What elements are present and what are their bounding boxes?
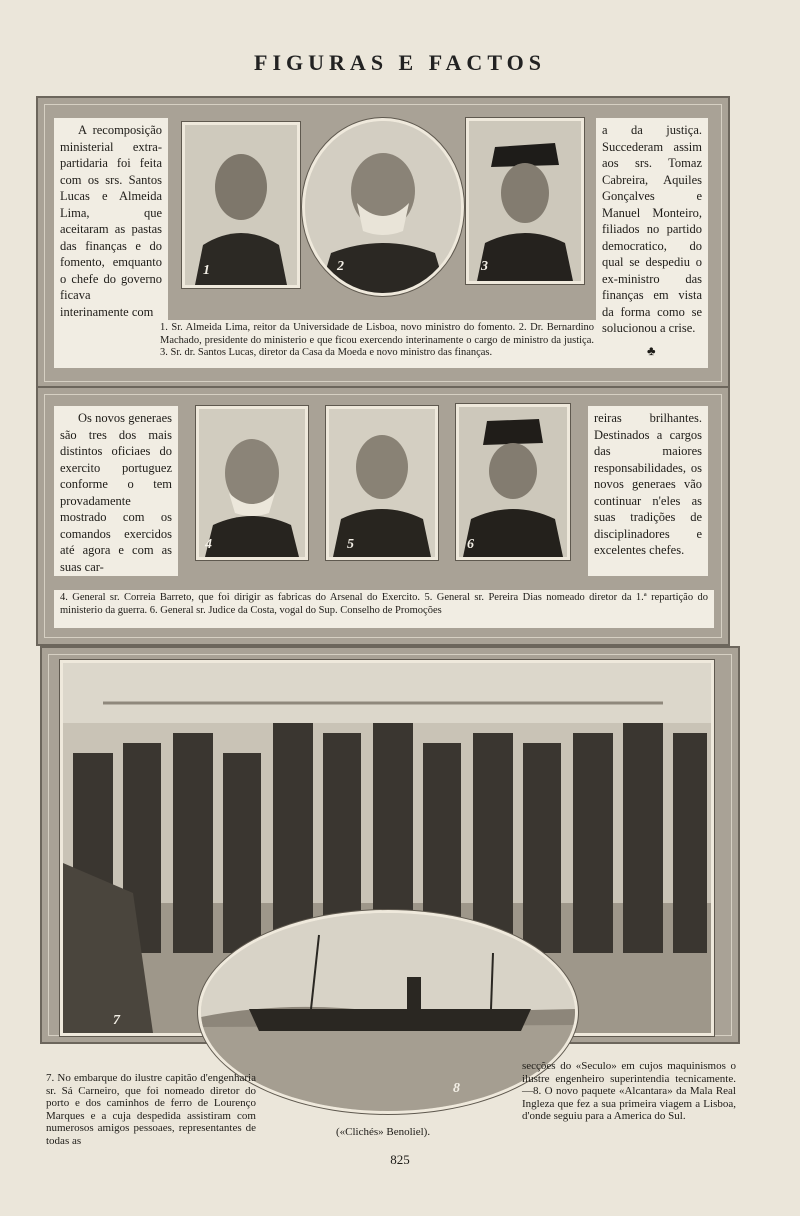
photo-1-almeida-lima bbox=[182, 122, 300, 288]
ministers-right-paragraph: a da justiça. Succederam assim aos srs. Tomaz Cabreira, Aquiles Gonçalves e Manuel Monteiro, filiados no partido democratico, do qual se despediu o ex-ministro das finanças em vista da forma como se solucionou a crise. bbox=[602, 123, 702, 335]
portrait-image bbox=[305, 121, 461, 293]
page-number: 825 bbox=[390, 1152, 410, 1167]
photo-number: 2 bbox=[337, 259, 344, 274]
embarkation-left-caption bbox=[46, 1072, 256, 1147]
photo-credit: («Clichés» Benoliel). bbox=[336, 1126, 431, 1138]
embarkation-right-caption-text: secções do «Seculo» em cujos maquinismos o ilustre engenheiro superintendia tecnicamente.—8. O novo paquete «Alcantara» da Mala Real Ingleza que fez a sua primeira viagem a Lisboa, d'onde seguiu para a America do Sul. bbox=[522, 1060, 736, 1122]
portrait-image bbox=[469, 121, 581, 281]
photo-4-correia-barreto bbox=[196, 406, 308, 560]
photo-number: 8 bbox=[453, 1081, 460, 1096]
generals-caption-text: 4. General sr. Correia Barreto, que foi dirigir as fabricas do Arsenal do Exercito. 5. General sr. Pereira Dias nomeado diretor da 1.ª repartição do ministerio da guerra. 6. General sr. Judice da Costa, vogal do Sup. Conselho de Promoções bbox=[60, 592, 708, 616]
photo-number: 1 bbox=[203, 263, 210, 278]
embarkation-left-caption-text: 7. No embarque do ilustre capitão d'engenharia sr. Sá Carneiro, que foi nomeado diretor do porto e dos caminhos de ferro de Lourenço Marques e a cuja despedida assistiram com numerosos amigos pessoaes, representantes de todas as bbox=[46, 1072, 256, 1147]
photo-number: 6 bbox=[467, 537, 474, 552]
photo-number: 3 bbox=[481, 259, 488, 274]
photo-6-judice-da-costa bbox=[456, 404, 570, 560]
club-ornament: ♣ bbox=[647, 343, 656, 358]
page-title: FIGURAS E FACTOS bbox=[254, 50, 546, 75]
photo-number: 4 bbox=[205, 537, 212, 552]
portrait-image bbox=[185, 125, 297, 285]
photo-number: 7 bbox=[113, 1013, 120, 1028]
embarkation-right-caption bbox=[522, 1060, 736, 1123]
photo-3-santos-lucas bbox=[466, 118, 584, 284]
generals-left-text bbox=[54, 406, 178, 576]
photo-2-bernardino-machado bbox=[302, 118, 464, 296]
generals-right-text bbox=[588, 406, 708, 576]
ministers-caption-text: 1. Sr. Almeida Lima, reitor da Universidade de Lisboa, novo ministro do fomento. 2. Dr. Bernardino Machado, presidente do ministerio e que ficou exercendo interinamente o cargo de ministro da justiça. 3. Sr. dr. Santos Lucas, diretor da Casa da Moeda e novo ministro das finanças. bbox=[160, 322, 594, 358]
generals-right-paragraph: reiras brilhantes. Destinados a cargos das maiores responsabilidades, os novos generaes vão continuar n'eles as suas tradições de disciplinadores e excelentes chefes. bbox=[594, 411, 702, 557]
photo-5-pereira-dias bbox=[326, 406, 438, 560]
ship-photo-image bbox=[201, 913, 575, 1111]
ministers-caption bbox=[154, 320, 600, 368]
portrait-image bbox=[329, 409, 435, 557]
photo-number: 5 bbox=[347, 537, 354, 552]
ministers-left-text bbox=[54, 118, 168, 368]
generals-caption bbox=[54, 590, 714, 628]
generals-left-paragraph: Os novos generaes são tres dos mais distintos oficiaes do exercito portuguez conforme o tem provadamente mostrado com os comandos exercidos até agora e com as suas car- bbox=[60, 411, 172, 574]
ministers-right-text bbox=[596, 118, 708, 368]
portrait-image bbox=[459, 407, 567, 557]
ministers-left-paragraph: A recomposição ministerial extra-partidaria foi feita com os srs. Santos Lucas e Almeida Lima, que aceitaram as pastas das finanças e do fomento, emquanto o chefe do governo ficava interinamente com bbox=[60, 123, 162, 319]
portrait-image bbox=[199, 409, 305, 557]
